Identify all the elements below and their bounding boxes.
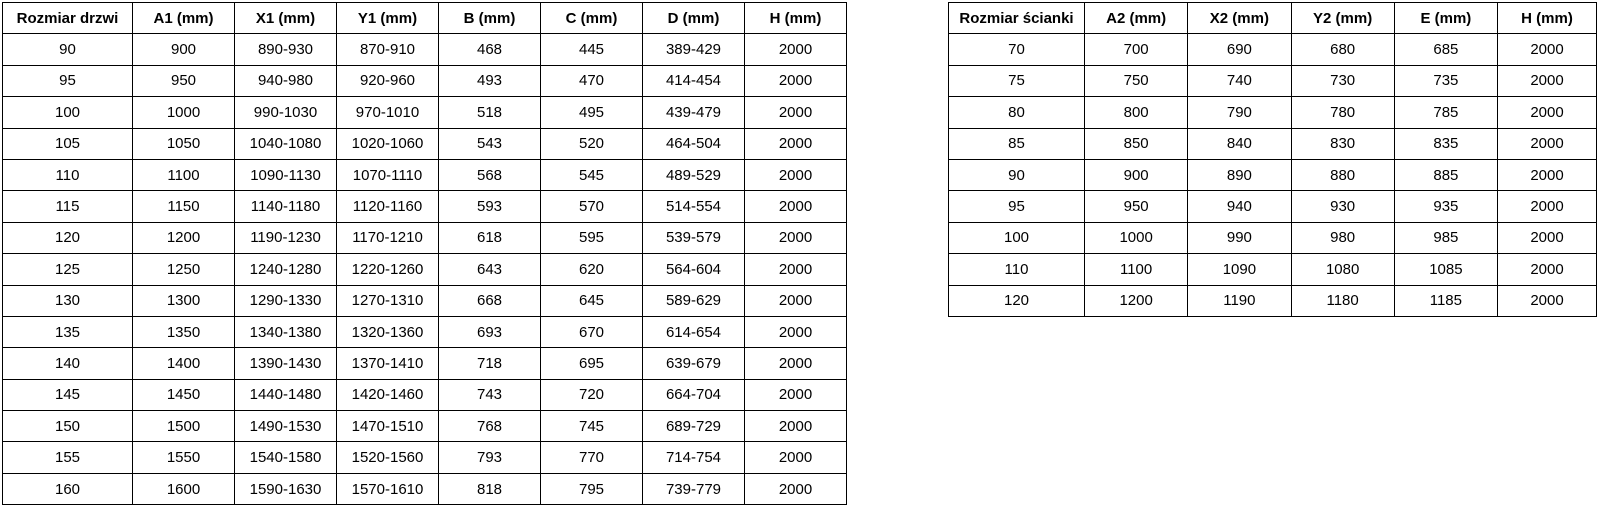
table-cell: 1220-1260: [337, 254, 439, 285]
table-cell: 668: [439, 285, 541, 316]
table-cell: 990-1030: [235, 97, 337, 128]
table-cell: 680: [1291, 34, 1394, 65]
table-cell: 495: [541, 97, 643, 128]
table-cell: 1020-1060: [337, 128, 439, 159]
table-cell: 1000: [133, 97, 235, 128]
table-cell: 2000: [1498, 254, 1597, 285]
table-cell: 1090: [1188, 254, 1291, 285]
table-cell: 489-529: [643, 159, 745, 190]
table-cell: 2000: [745, 191, 847, 222]
table-cell: 793: [439, 442, 541, 473]
table-cell: 1290-1330: [235, 285, 337, 316]
table-cell: 643: [439, 254, 541, 285]
table-cell: 100: [949, 222, 1085, 253]
table-cell: 1520-1560: [337, 442, 439, 473]
table-cell: 639-679: [643, 348, 745, 379]
column-header: X1 (mm): [235, 3, 337, 34]
header-row: [949, 3, 1597, 34]
table-cell: 2000: [745, 411, 847, 442]
table-cell: 110: [949, 254, 1085, 285]
table-cell: 514-554: [643, 191, 745, 222]
table-cell: 870-910: [337, 34, 439, 65]
table-cell: 770: [541, 442, 643, 473]
table-cell: 750: [1085, 65, 1188, 96]
table-cell: 90: [949, 159, 1085, 190]
table-cell: 1300: [133, 285, 235, 316]
table-cell: 1190-1230: [235, 222, 337, 253]
table-cell: 1100: [1085, 254, 1188, 285]
table-cell: 2000: [745, 442, 847, 473]
table-cell: 2000: [1498, 97, 1597, 128]
table-cell: 935: [1394, 191, 1497, 222]
column-header: B (mm): [439, 3, 541, 34]
header-row: [3, 3, 847, 34]
column-header: Y2 (mm): [1291, 3, 1394, 34]
table-cell: 2000: [745, 34, 847, 65]
table-cell: 1400: [133, 348, 235, 379]
table-cell: 2000: [745, 128, 847, 159]
table-cell: 700: [1085, 34, 1188, 65]
table-cell: 1320-1360: [337, 316, 439, 347]
table-cell: 1150: [133, 191, 235, 222]
table-cell: 155: [3, 442, 133, 473]
table-row: [949, 222, 1597, 253]
table-cell: 1250: [133, 254, 235, 285]
table-cell: 695: [541, 348, 643, 379]
table-cell: 593: [439, 191, 541, 222]
table-cell: 614-654: [643, 316, 745, 347]
table-cell: 1490-1530: [235, 411, 337, 442]
table-cell: 1550: [133, 442, 235, 473]
table-cell: 693: [439, 316, 541, 347]
table-cell: 690: [1188, 34, 1291, 65]
table-cell: 414-454: [643, 65, 745, 96]
table-row: [3, 34, 847, 65]
table-cell: 1070-1110: [337, 159, 439, 190]
table-row: [3, 442, 847, 473]
table-cell: 718: [439, 348, 541, 379]
table-row: [3, 159, 847, 190]
table-cell: 885: [1394, 159, 1497, 190]
table-row: [3, 222, 847, 253]
table-cell: 439-479: [643, 97, 745, 128]
table-cell: 900: [133, 34, 235, 65]
column-header: Rozmiar drzwi: [3, 3, 133, 34]
table-cell: 1170-1210: [337, 222, 439, 253]
table-cell: 990: [1188, 222, 1291, 253]
table-row: [3, 348, 847, 379]
table-cell: 1500: [133, 411, 235, 442]
table-cell: 140: [3, 348, 133, 379]
table-cell: 70: [949, 34, 1085, 65]
table-cell: 589-629: [643, 285, 745, 316]
table-row: [3, 411, 847, 442]
column-header: E (mm): [1394, 3, 1497, 34]
table-cell: 840: [1188, 128, 1291, 159]
table-cell: 790: [1188, 97, 1291, 128]
table-cell: 570: [541, 191, 643, 222]
table-cell: 970-1010: [337, 97, 439, 128]
table-cell: 1600: [133, 473, 235, 504]
table-cell: 950: [133, 65, 235, 96]
table-cell: 1350: [133, 316, 235, 347]
table-cell: 2000: [745, 222, 847, 253]
column-header: C (mm): [541, 3, 643, 34]
table-cell: 2000: [745, 97, 847, 128]
table-cell: 685: [1394, 34, 1497, 65]
table-cell: 780: [1291, 97, 1394, 128]
table-cell: 1000: [1085, 222, 1188, 253]
table-cell: 880: [1291, 159, 1394, 190]
table-cell: 785: [1394, 97, 1497, 128]
table-cell: 980: [1291, 222, 1394, 253]
table-cell: 890-930: [235, 34, 337, 65]
column-header: A1 (mm): [133, 3, 235, 34]
table-cell: 800: [1085, 97, 1188, 128]
table-cell: 645: [541, 285, 643, 316]
table-cell: 389-429: [643, 34, 745, 65]
table-row: [3, 97, 847, 128]
table-cell: 1080: [1291, 254, 1394, 285]
table-cell: 620: [541, 254, 643, 285]
door-size-table: [2, 2, 847, 505]
table-cell: 145: [3, 379, 133, 410]
table-cell: 468: [439, 34, 541, 65]
table-cell: 2000: [745, 316, 847, 347]
table-row: [3, 65, 847, 96]
table-cell: 1370-1410: [337, 348, 439, 379]
table-cell: 2000: [745, 348, 847, 379]
table-cell: 1200: [1085, 285, 1188, 316]
table-cell: 120: [3, 222, 133, 253]
table-cell: 1085: [1394, 254, 1497, 285]
table-row: [949, 34, 1597, 65]
table-cell: 95: [949, 191, 1085, 222]
table-cell: 2000: [1498, 34, 1597, 65]
table-cell: 835: [1394, 128, 1497, 159]
table-cell: 740: [1188, 65, 1291, 96]
table-cell: 2000: [1498, 159, 1597, 190]
table-cell: 1180: [1291, 285, 1394, 316]
table-cell: 1140-1180: [235, 191, 337, 222]
table-cell: 1240-1280: [235, 254, 337, 285]
table-cell: 1190: [1188, 285, 1291, 316]
table-cell: 1040-1080: [235, 128, 337, 159]
table-cell: 150: [3, 411, 133, 442]
table-cell: 985: [1394, 222, 1497, 253]
table-cell: 664-704: [643, 379, 745, 410]
table-cell: 2000: [745, 285, 847, 316]
table-cell: 2000: [1498, 222, 1597, 253]
table-cell: 80: [949, 97, 1085, 128]
table-cell: 2000: [745, 159, 847, 190]
table-cell: 920-960: [337, 65, 439, 96]
table-cell: 1570-1610: [337, 473, 439, 504]
table-cell: 830: [1291, 128, 1394, 159]
table-row: [949, 191, 1597, 222]
table-cell: 520: [541, 128, 643, 159]
table-row: [949, 285, 1597, 316]
table-cell: 493: [439, 65, 541, 96]
table-cell: 110: [3, 159, 133, 190]
table-cell: 743: [439, 379, 541, 410]
table-cell: 1185: [1394, 285, 1497, 316]
table-row: [949, 254, 1597, 285]
column-header: Y1 (mm): [337, 3, 439, 34]
table-row: [3, 254, 847, 285]
table-cell: 1420-1460: [337, 379, 439, 410]
table-cell: 670: [541, 316, 643, 347]
table-cell: 1440-1480: [235, 379, 337, 410]
column-header: H (mm): [1498, 3, 1597, 34]
table-row: [3, 316, 847, 347]
table-cell: 539-579: [643, 222, 745, 253]
table-cell: 85: [949, 128, 1085, 159]
table-cell: 568: [439, 159, 541, 190]
table-cell: 1050: [133, 128, 235, 159]
table-cell: 135: [3, 316, 133, 347]
table-cell: 125: [3, 254, 133, 285]
table-cell: 618: [439, 222, 541, 253]
column-header: D (mm): [643, 3, 745, 34]
table-cell: 818: [439, 473, 541, 504]
table-cell: 1120-1160: [337, 191, 439, 222]
table-cell: 689-729: [643, 411, 745, 442]
table-row: [3, 191, 847, 222]
table-row: [949, 97, 1597, 128]
table-cell: 545: [541, 159, 643, 190]
table-cell: 1450: [133, 379, 235, 410]
table-cell: 1200: [133, 222, 235, 253]
table-row: [3, 128, 847, 159]
table-row: [949, 128, 1597, 159]
table-cell: 2000: [745, 379, 847, 410]
table-cell: 768: [439, 411, 541, 442]
table-cell: 2000: [1498, 191, 1597, 222]
table-cell: 470: [541, 65, 643, 96]
table-cell: 1090-1130: [235, 159, 337, 190]
table-cell: 564-604: [643, 254, 745, 285]
table-cell: 2000: [745, 65, 847, 96]
table-cell: 1100: [133, 159, 235, 190]
table-row: [3, 379, 847, 410]
table-cell: 1270-1310: [337, 285, 439, 316]
table-cell: 940-980: [235, 65, 337, 96]
table-cell: 795: [541, 473, 643, 504]
table-cell: 890: [1188, 159, 1291, 190]
table-cell: 1470-1510: [337, 411, 439, 442]
table-cell: 464-504: [643, 128, 745, 159]
table-row: [949, 65, 1597, 96]
table-cell: 1390-1430: [235, 348, 337, 379]
table-cell: 105: [3, 128, 133, 159]
table-cell: 90: [3, 34, 133, 65]
table-cell: 75: [949, 65, 1085, 96]
column-header: Rozmiar ścianki: [949, 3, 1085, 34]
table-cell: 130: [3, 285, 133, 316]
table-cell: 160: [3, 473, 133, 504]
column-header: X2 (mm): [1188, 3, 1291, 34]
table-cell: 720: [541, 379, 643, 410]
table-cell: 543: [439, 128, 541, 159]
table-cell: 900: [1085, 159, 1188, 190]
table-cell: 95: [3, 65, 133, 96]
table-cell: 850: [1085, 128, 1188, 159]
table-cell: 445: [541, 34, 643, 65]
table-cell: 2000: [745, 473, 847, 504]
table-row: [949, 159, 1597, 190]
table-cell: 120: [949, 285, 1085, 316]
table-cell: 940: [1188, 191, 1291, 222]
table-cell: 714-754: [643, 442, 745, 473]
table-cell: 1590-1630: [235, 473, 337, 504]
table-cell: 2000: [1498, 128, 1597, 159]
table-cell: 2000: [1498, 285, 1597, 316]
table-cell: 595: [541, 222, 643, 253]
table-cell: 739-779: [643, 473, 745, 504]
table-row: [3, 285, 847, 316]
table-cell: 2000: [745, 254, 847, 285]
table-cell: 735: [1394, 65, 1497, 96]
column-header: A2 (mm): [1085, 3, 1188, 34]
table-cell: 518: [439, 97, 541, 128]
table-cell: 100: [3, 97, 133, 128]
table-cell: 1340-1380: [235, 316, 337, 347]
column-header: H (mm): [745, 3, 847, 34]
table-cell: 950: [1085, 191, 1188, 222]
wall-size-table: [948, 2, 1597, 317]
table-cell: 1540-1580: [235, 442, 337, 473]
table-cell: 730: [1291, 65, 1394, 96]
table-cell: 745: [541, 411, 643, 442]
table-cell: 2000: [1498, 65, 1597, 96]
table-cell: 115: [3, 191, 133, 222]
table-row: [3, 473, 847, 504]
table-cell: 930: [1291, 191, 1394, 222]
